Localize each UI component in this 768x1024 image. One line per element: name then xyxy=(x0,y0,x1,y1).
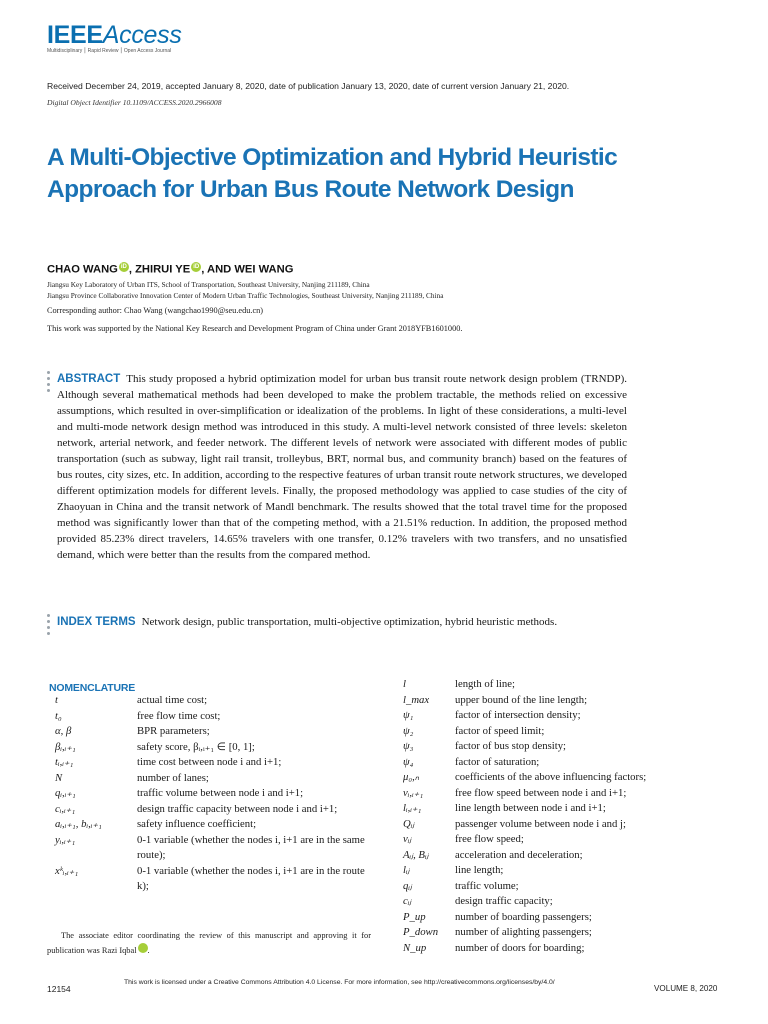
nomenclature-symbol: ψ₄ xyxy=(403,755,414,768)
nomenclature-entry xyxy=(55,817,371,833)
nomenclature-entry xyxy=(403,801,721,817)
affiliation: Jiangsu Key Laboratory of Urban ITS, School of Transportation, Southeast University, Nanjing 211189, China xyxy=(47,280,370,289)
nomenclature-symbol: Aᵢⱼ, Bᵢⱼ xyxy=(403,848,429,861)
nomenclature-description: line length; xyxy=(455,864,504,876)
nomenclature-description: number of boarding passengers; xyxy=(455,910,592,923)
license-notice: This work is licensed under a Creative Commons Attribution 4.0 License. For more information, see http://creativecommons.org/licenses/by/4.0/ xyxy=(124,979,555,986)
nomenclature-symbol: vᵢ,ᵢ₊₁ xyxy=(403,786,424,799)
nomenclature-symbol: ψ₂ xyxy=(403,724,414,737)
nomenclature-description: upper bound of the line length; xyxy=(455,693,588,706)
journal-logo xyxy=(47,22,182,48)
nomenclature-entry xyxy=(403,832,721,848)
nomenclature-entry xyxy=(403,708,721,724)
nomenclature-list-right xyxy=(403,677,721,956)
nomenclature-entry xyxy=(55,740,371,756)
nomenclature-entry xyxy=(403,817,721,833)
index-terms xyxy=(57,614,627,630)
nomenclature-entry xyxy=(55,709,371,725)
nomenclature-symbol: t xyxy=(55,694,58,706)
orcid-icon[interactable]: iD xyxy=(193,264,200,270)
nomenclature-description: factor of saturation; xyxy=(455,755,540,768)
nomenclature-symbol: Qᵢⱼ xyxy=(403,817,415,830)
nomenclature-description: factor of bus stop density; xyxy=(455,740,567,752)
doi-line: Digital Object Identifier 10.1109/ACCESS.2020.2966008 xyxy=(47,98,222,107)
volume-label: VOLUME 8, 2020 xyxy=(654,984,718,993)
nomenclature-description: length of line; xyxy=(455,678,515,690)
nomenclature-description: traffic volume; xyxy=(455,879,519,892)
section-marker-icon xyxy=(47,371,50,395)
journal-tagline: Multidisciplinary ⎮ Rapid Review ⎮ Open Access Journal xyxy=(47,48,172,54)
page-number: 12154 xyxy=(47,984,71,994)
nomenclature-entry xyxy=(403,693,721,709)
editor-footnote-text: The associate editor coordinating the review of this manuscript and approving it for publication was Razi Iqbal xyxy=(47,931,371,955)
nomenclature-symbol: P_down xyxy=(403,926,439,938)
editor-footnote: The associate editor coordinating the review of this manuscript and approving it for publication was Razi Iqbal iD. xyxy=(47,931,371,955)
nomenclature-description: passenger volume between node i and j; xyxy=(455,817,626,830)
orcid-icon[interactable]: iD xyxy=(120,264,127,270)
nomenclature-symbol: qᵢ,ᵢ₊₁ xyxy=(55,787,76,799)
nomenclature-symbol: lᵢⱼ xyxy=(403,864,410,876)
nomenclature-description: safety score, βᵢ,ᵢ₊₁ ∈ [0, 1]; xyxy=(137,740,255,753)
author-name: ZHIRUI YE xyxy=(135,263,191,276)
nomenclature-symbol: xᵏᵢ,ᵢ₊₁ xyxy=(55,864,79,877)
nomenclature-entry xyxy=(403,770,721,786)
nomenclature-description: free flow speed; xyxy=(455,833,524,845)
nomenclature-entry xyxy=(55,771,371,787)
nomenclature-description: free flow time cost; xyxy=(137,709,221,722)
journal-logo-suffix: Access xyxy=(102,21,182,49)
nomenclature-symbol: aᵢ,ᵢ₊₁, bᵢ,ᵢ₊₁ xyxy=(55,818,102,830)
nomenclature-description: line length between node i and i+1; xyxy=(455,802,606,814)
nomenclature-description: 0-1 variable (whether the nodes i, i+1 are in the same route); xyxy=(137,833,365,861)
author-list xyxy=(47,262,293,276)
journal-masthead xyxy=(47,22,182,54)
author-name: CHAO WANG xyxy=(47,263,118,276)
author-separator: , xyxy=(128,263,136,276)
nomenclature-symbol: P_up xyxy=(403,910,426,923)
nomenclature-description: BPR parameters; xyxy=(137,725,210,737)
abstract-text: This study proposed a hybrid optimization model for urban bus transit route network design problem (TRNDP). Although several mathematical methods had been developed to make the problem tractable, the methods relied on excessive assumptions, which resulted in over-simplification or idealization of the problems. In light of these considerations, a multi-level and multi-mode network design method was introduced in this study. A multi-level network consisted of three levels: skeleton network, arterial network, and feeder network. The different levels of network were associated with different modes of public transportation (such as subway, light rail transit, trolleybus, BRT, normal bus, and community branch) based on the features of bus routes, city sizes, etc. In addition, according to the respective features of urban transit route network structures, we developed different optimization models for different levels. Finally, the proposed methodology was applied to case studies of the city of Zhaoyuan in China and the transit network of Mandl benchmark. The results showed that the total travel time for the proposed method was significantly lower than that of the competing method, with a 21.51% reduction. In addition, the proposed method provided 85.23% direct travelers, 14.65% travelers with one transfer, 0.12% travelers with two transfers, and no unsatisfied demand, which were better than the results from the compared method. xyxy=(57,373,627,561)
abstract xyxy=(57,371,627,563)
nomenclature-symbol: l_max xyxy=(403,693,430,706)
nomenclature-heading: NOMENCLATURE xyxy=(49,682,136,694)
nomenclature-entry xyxy=(55,724,371,740)
nomenclature-symbol: βᵢ,ᵢ₊₁ xyxy=(55,740,76,753)
nomenclature-symbol: vᵢⱼ xyxy=(403,833,412,845)
affiliation: Jiangsu Province Collaborative Innovation Center of Modern Urban Traffic Technologies, Southeast University, Nanjing 211189, China xyxy=(47,291,444,300)
nomenclature-symbol: l xyxy=(403,678,406,690)
nomenclature-symbol: tᵢ,ᵢ₊₁ xyxy=(55,756,74,768)
nomenclature-description: number of doors for boarding; xyxy=(455,941,585,954)
nomenclature-symbol: ψ₁ xyxy=(403,709,414,721)
nomenclature-description: design traffic capacity between node i and i+1; xyxy=(137,802,338,815)
journal-logo-prefix: IEEE xyxy=(47,21,103,49)
orcid-icon[interactable]: iD xyxy=(138,943,148,953)
received-dates: Received December 24, 2019, accepted January 8, 2020, date of publication January 13, 2020, date of current version January 21, 2020. xyxy=(47,81,570,91)
nomenclature-entry xyxy=(55,864,371,895)
nomenclature-entry xyxy=(55,786,371,802)
nomenclature-description: safety influence coefficient; xyxy=(137,818,257,830)
nomenclature-description: actual time cost; xyxy=(137,694,208,706)
nomenclature-description: number of lanes; xyxy=(137,771,209,784)
nomenclature-description: free flow speed between node i and i+1; xyxy=(455,786,627,799)
nomenclature-description: 0-1 variable (whether the nodes i, i+1 are in the route k); xyxy=(137,864,365,892)
nomenclature-entry xyxy=(55,755,371,771)
nomenclature-description: number of alighting passengers; xyxy=(455,926,592,938)
nomenclature-symbol: lᵢ,ᵢ₊₁ xyxy=(403,802,422,814)
index-terms-label: INDEX TERMS xyxy=(57,616,136,628)
nomenclature-entry xyxy=(403,863,721,879)
nomenclature-entry xyxy=(55,802,371,818)
nomenclature-symbol: qᵢⱼ xyxy=(403,879,412,892)
nomenclature-entry xyxy=(403,786,721,802)
nomenclature-entry xyxy=(403,677,721,693)
nomenclature-description: coefficients of the above influencing factors; xyxy=(455,771,647,783)
nomenclature-description: design traffic capacity; xyxy=(455,895,553,907)
nomenclature-entry xyxy=(55,693,371,709)
nomenclature-description: acceleration and deceleration; xyxy=(455,848,583,861)
nomenclature-entry xyxy=(403,941,721,957)
nomenclature-symbol: yᵢ,ᵢ₊₁ xyxy=(55,833,76,846)
nomenclature-list-left xyxy=(55,693,371,895)
nomenclature-description: time cost between node i and i+1; xyxy=(137,756,282,768)
corresponding-author: Corresponding author: Chao Wang (wangchao1990@seu.edu.cn) xyxy=(47,306,264,315)
nomenclature-entry xyxy=(55,833,371,864)
nomenclature-symbol: cᵢⱼ xyxy=(403,895,412,907)
nomenclature-entry xyxy=(403,894,721,910)
nomenclature-description: factor of intersection density; xyxy=(455,709,581,721)
nomenclature-symbol: α, β xyxy=(55,725,72,737)
nomenclature-entry xyxy=(403,755,721,771)
nomenclature-entry xyxy=(403,724,721,740)
nomenclature-entry xyxy=(403,848,721,864)
nomenclature-entry xyxy=(403,879,721,895)
author-name: AND WEI WANG xyxy=(207,263,294,276)
article-title: A Multi-Objective Optimization and Hybrid Heuristic Approach for Urban Bus Route Network Design xyxy=(47,144,618,203)
nomenclature-entry xyxy=(403,910,721,926)
nomenclature-description: factor of speed limit; xyxy=(455,724,545,737)
nomenclature-symbol: t₀ xyxy=(55,709,62,722)
author-separator: , xyxy=(201,263,208,276)
nomenclature-symbol: ψ₃ xyxy=(403,740,414,752)
section-marker-icon xyxy=(47,614,50,638)
nomenclature-entry xyxy=(403,925,721,941)
funding-note: This work was supported by the National Key Research and Development Program of China under Grant 2018YFB1601000. xyxy=(47,324,463,333)
nomenclature-symbol: N xyxy=(55,771,63,784)
index-terms-text: Network design, public transportation, multi-objective optimization, hybrid heuristic methods. xyxy=(141,616,558,628)
nomenclature-symbol: μ₀,ₙ xyxy=(403,771,420,783)
nomenclature-description: traffic volume between node i and i+1; xyxy=(137,787,304,799)
nomenclature-entry xyxy=(403,739,721,755)
abstract-label: ABSTRACT xyxy=(57,373,121,385)
nomenclature-symbol: N_up xyxy=(403,941,427,954)
nomenclature-symbol: cᵢ,ᵢ₊₁ xyxy=(55,802,76,815)
